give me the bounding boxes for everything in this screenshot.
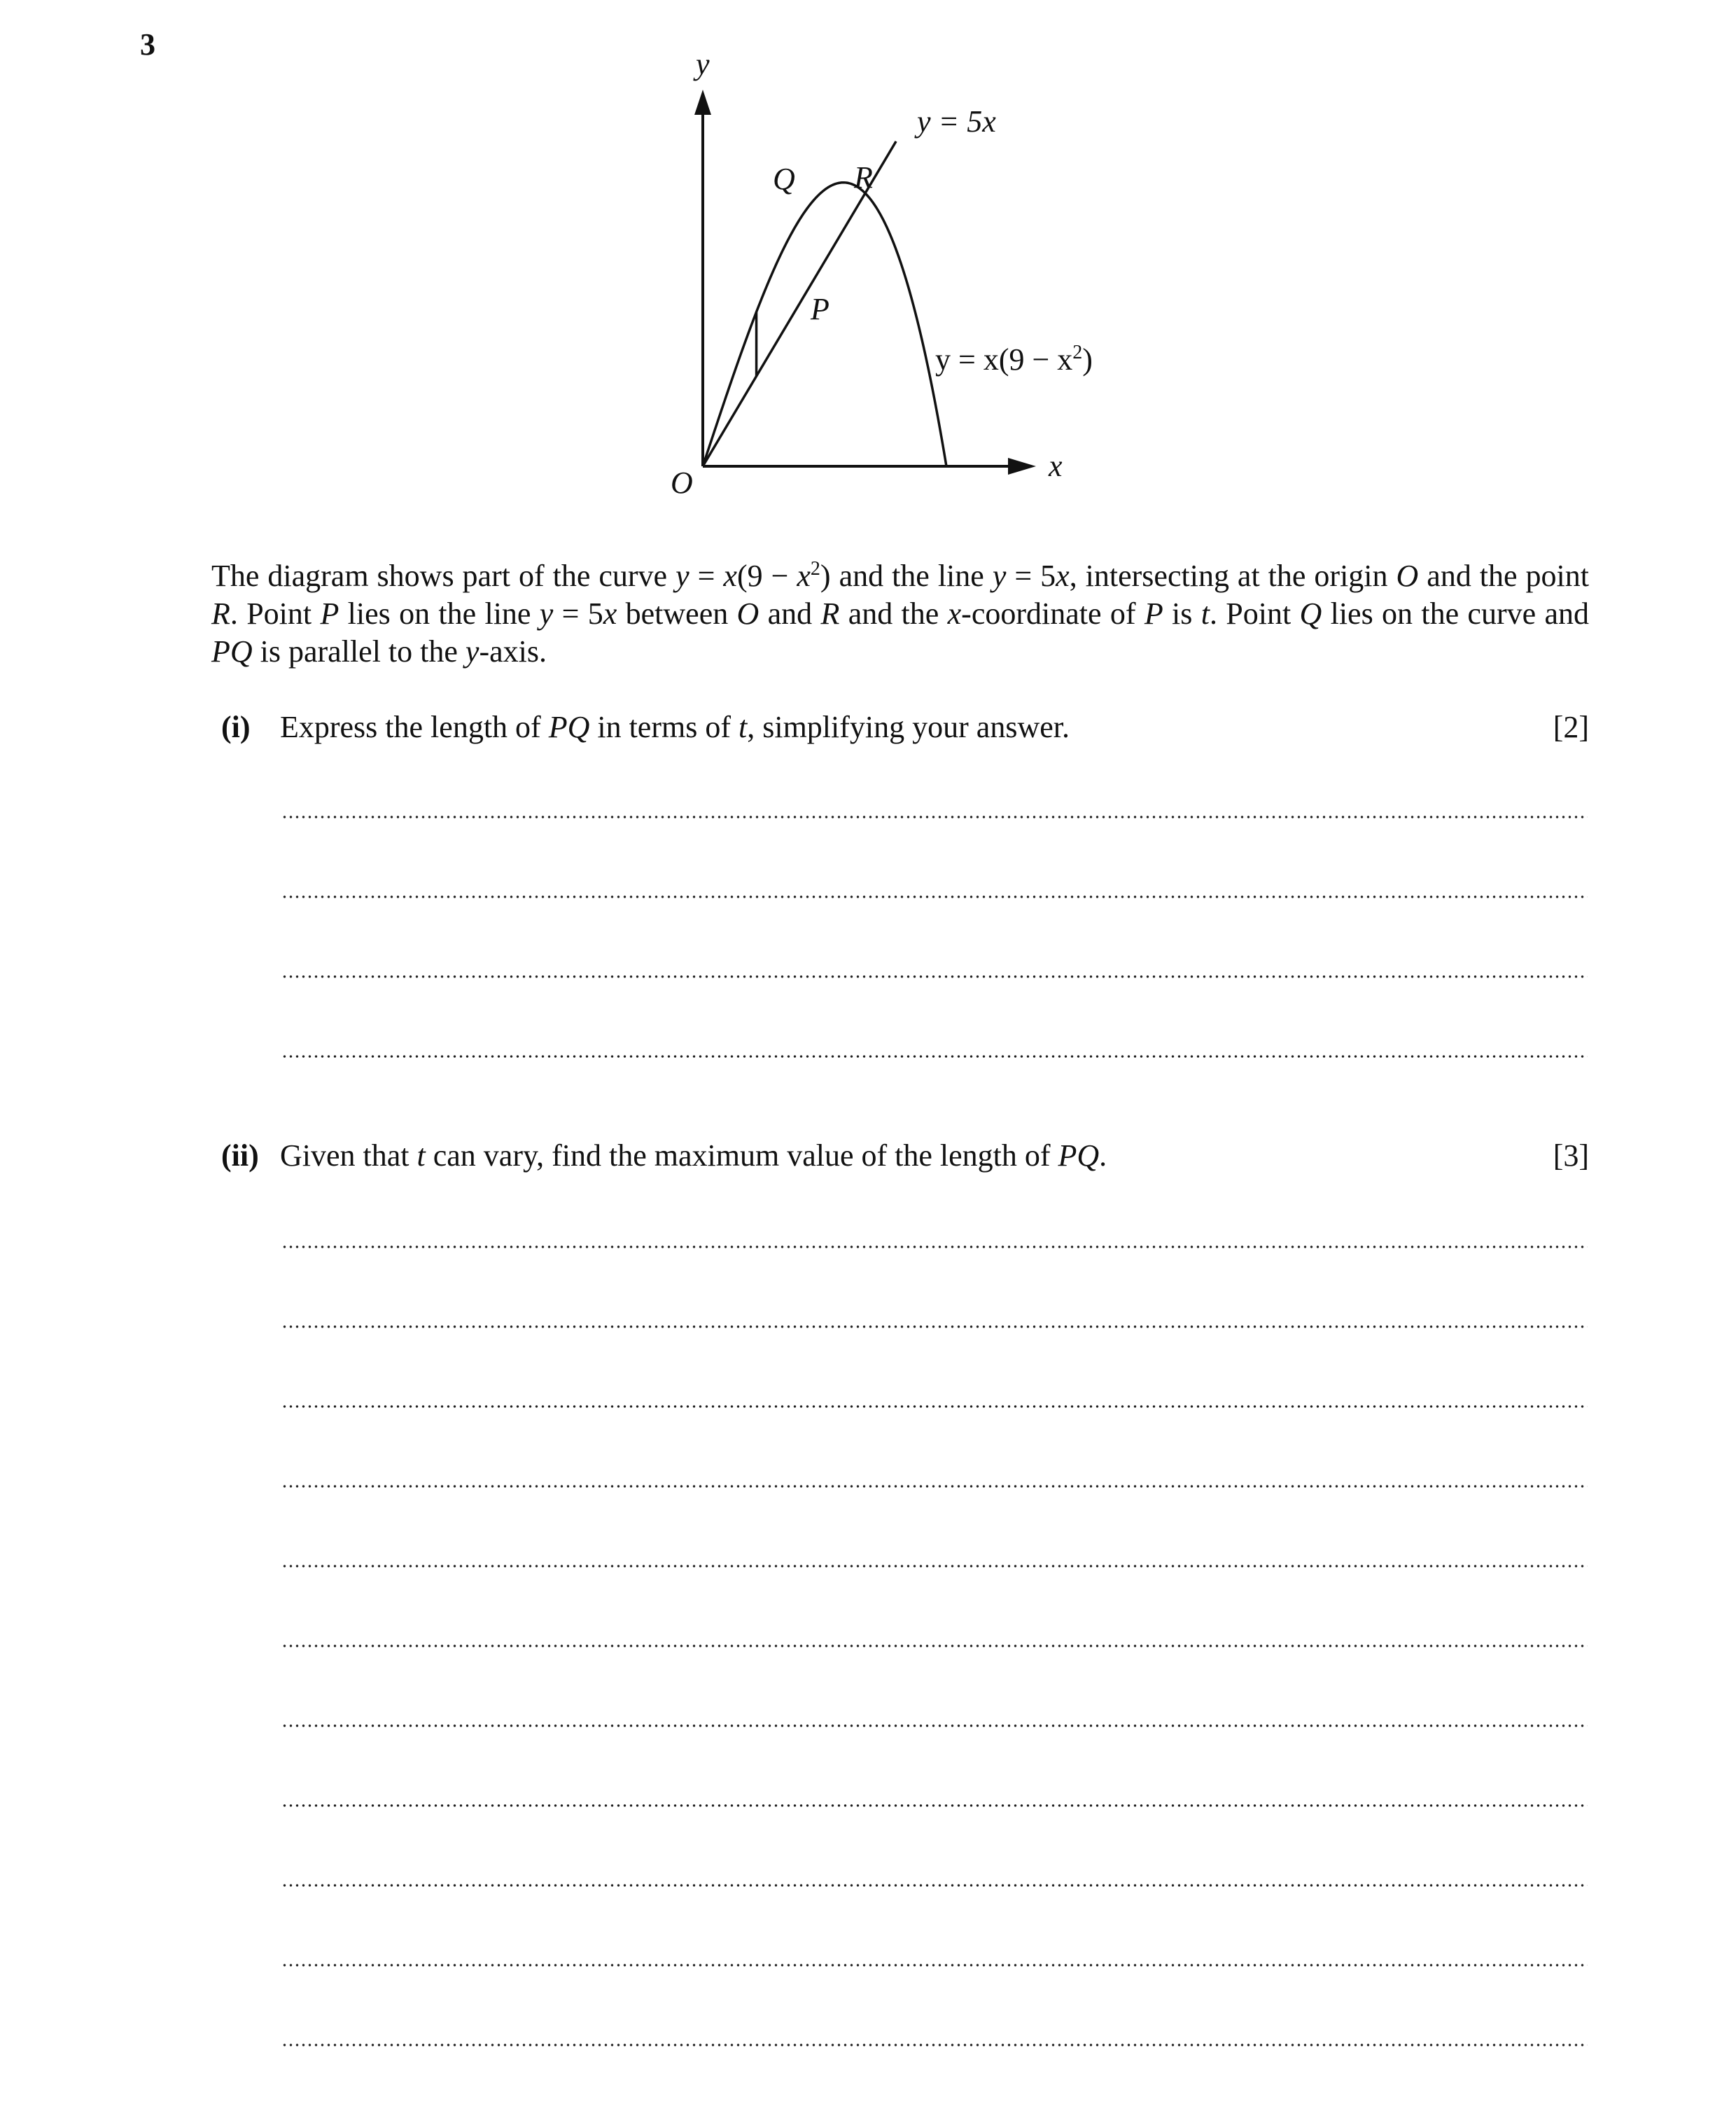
line-equation-label bbox=[914, 104, 996, 139]
intro-var: x bbox=[797, 559, 811, 593]
answer-line[interactable] bbox=[281, 895, 1588, 899]
intro-var: x bbox=[1056, 559, 1070, 593]
intro-var: P bbox=[320, 596, 340, 631]
part-ii-text: Given that bbox=[280, 1138, 417, 1173]
y-axis-arrowhead bbox=[694, 90, 711, 115]
answer-line[interactable] bbox=[281, 2043, 1588, 2047]
intro-var: x bbox=[947, 596, 962, 631]
part-i-var: PQ bbox=[548, 710, 590, 744]
part-ii-question bbox=[280, 1137, 1107, 1175]
intro-var: x bbox=[603, 596, 617, 631]
intro-var: y bbox=[676, 559, 690, 593]
answer-line[interactable] bbox=[281, 975, 1588, 979]
intro-var: O bbox=[1396, 559, 1419, 593]
intro-var: y bbox=[539, 596, 554, 631]
intro-var: R bbox=[211, 596, 230, 631]
intro-var: P bbox=[1144, 596, 1163, 631]
intro-text: = 5 bbox=[1006, 559, 1056, 593]
curve-label-suffix: ) bbox=[1082, 342, 1093, 377]
part-ii-text: can vary, find the maximum value of the length of bbox=[425, 1138, 1058, 1173]
answer-line[interactable] bbox=[281, 1803, 1588, 1808]
intro-text: and the point bbox=[1418, 559, 1590, 593]
intro-text: and bbox=[759, 596, 821, 631]
curve-label-sup: 2 bbox=[1072, 342, 1083, 363]
intro-text: ) and the line bbox=[820, 559, 993, 593]
answer-line[interactable] bbox=[281, 1325, 1588, 1329]
intro-var: O bbox=[736, 596, 760, 631]
intro-text: = bbox=[689, 559, 724, 593]
diagram bbox=[630, 49, 1162, 525]
intro-text: is bbox=[1163, 596, 1201, 631]
origin-label: O bbox=[671, 466, 693, 500]
answer-line[interactable] bbox=[281, 1484, 1588, 1488]
answer-line[interactable] bbox=[281, 1404, 1588, 1409]
intro-sup: 2 bbox=[810, 558, 820, 580]
intro-text: , intersecting at the origin bbox=[1069, 559, 1396, 593]
part-i bbox=[221, 709, 1589, 751]
y-axis-label: y bbox=[696, 49, 710, 81]
intro-text: . Point bbox=[1209, 596, 1300, 631]
intro-text: = 5 bbox=[553, 596, 603, 631]
part-ii-marks: [3] bbox=[1553, 1138, 1589, 1173]
part-i-label: (i) bbox=[221, 710, 251, 744]
intro-text: lies on the curve and bbox=[1322, 596, 1589, 631]
intro-text: -axis. bbox=[479, 634, 547, 669]
intro-var: R bbox=[820, 596, 840, 631]
curve-label-prefix: y = x(9 − x bbox=[935, 342, 1073, 377]
intro-text: between bbox=[617, 596, 737, 631]
answer-line[interactable] bbox=[281, 1724, 1588, 1728]
answer-line[interactable] bbox=[281, 1054, 1588, 1059]
part-ii-var: t bbox=[416, 1138, 426, 1173]
question-number: 3 bbox=[140, 27, 155, 62]
x-axis-arrowhead bbox=[1008, 458, 1036, 475]
question-intro bbox=[211, 557, 1589, 671]
intro-text: -coordinate of bbox=[961, 596, 1144, 631]
intro-text: (9 − bbox=[736, 559, 797, 593]
intro-var: PQ bbox=[211, 634, 253, 669]
intro-var: Q bbox=[1299, 596, 1322, 631]
intro-text: and the bbox=[839, 596, 948, 631]
x-axis-label: x bbox=[1049, 449, 1063, 483]
curve-equation-label bbox=[935, 342, 1093, 377]
intro-text: The diagram shows part of the curve bbox=[211, 559, 676, 593]
point-q-label: Q bbox=[773, 162, 795, 196]
intro-var: y bbox=[992, 559, 1007, 593]
intro-text: lies on the line bbox=[339, 596, 540, 631]
part-i-text: Express the length of bbox=[280, 710, 549, 744]
intro-var: t bbox=[1200, 596, 1210, 631]
part-ii bbox=[221, 1137, 1589, 1179]
answer-line[interactable] bbox=[281, 1644, 1588, 1648]
part-i-text: in terms of bbox=[589, 710, 738, 744]
part-ii-label: (ii) bbox=[221, 1138, 259, 1173]
part-ii-var: PQ bbox=[1058, 1138, 1100, 1173]
part-i-var: t bbox=[738, 710, 748, 744]
answer-line[interactable] bbox=[281, 1963, 1588, 1967]
intro-text: . Point bbox=[230, 596, 321, 631]
answer-line[interactable] bbox=[281, 1564, 1588, 1568]
intro-text: is parallel to the bbox=[252, 634, 465, 669]
line-label-text: y = 5x bbox=[917, 104, 996, 139]
part-i-marks: [2] bbox=[1553, 710, 1589, 744]
point-p-label: P bbox=[811, 292, 830, 326]
part-ii-text: . bbox=[1099, 1138, 1107, 1173]
part-i-text: , simplifying your answer. bbox=[747, 710, 1070, 744]
answer-line[interactable] bbox=[281, 815, 1588, 819]
part-i-question bbox=[280, 709, 1070, 746]
intro-var: x bbox=[723, 559, 737, 593]
intro-var: y bbox=[465, 634, 479, 669]
answer-line[interactable] bbox=[281, 1883, 1588, 1887]
point-r-label: R bbox=[854, 160, 873, 195]
diagram-svg bbox=[630, 49, 1162, 525]
answer-line[interactable] bbox=[281, 1245, 1588, 1249]
